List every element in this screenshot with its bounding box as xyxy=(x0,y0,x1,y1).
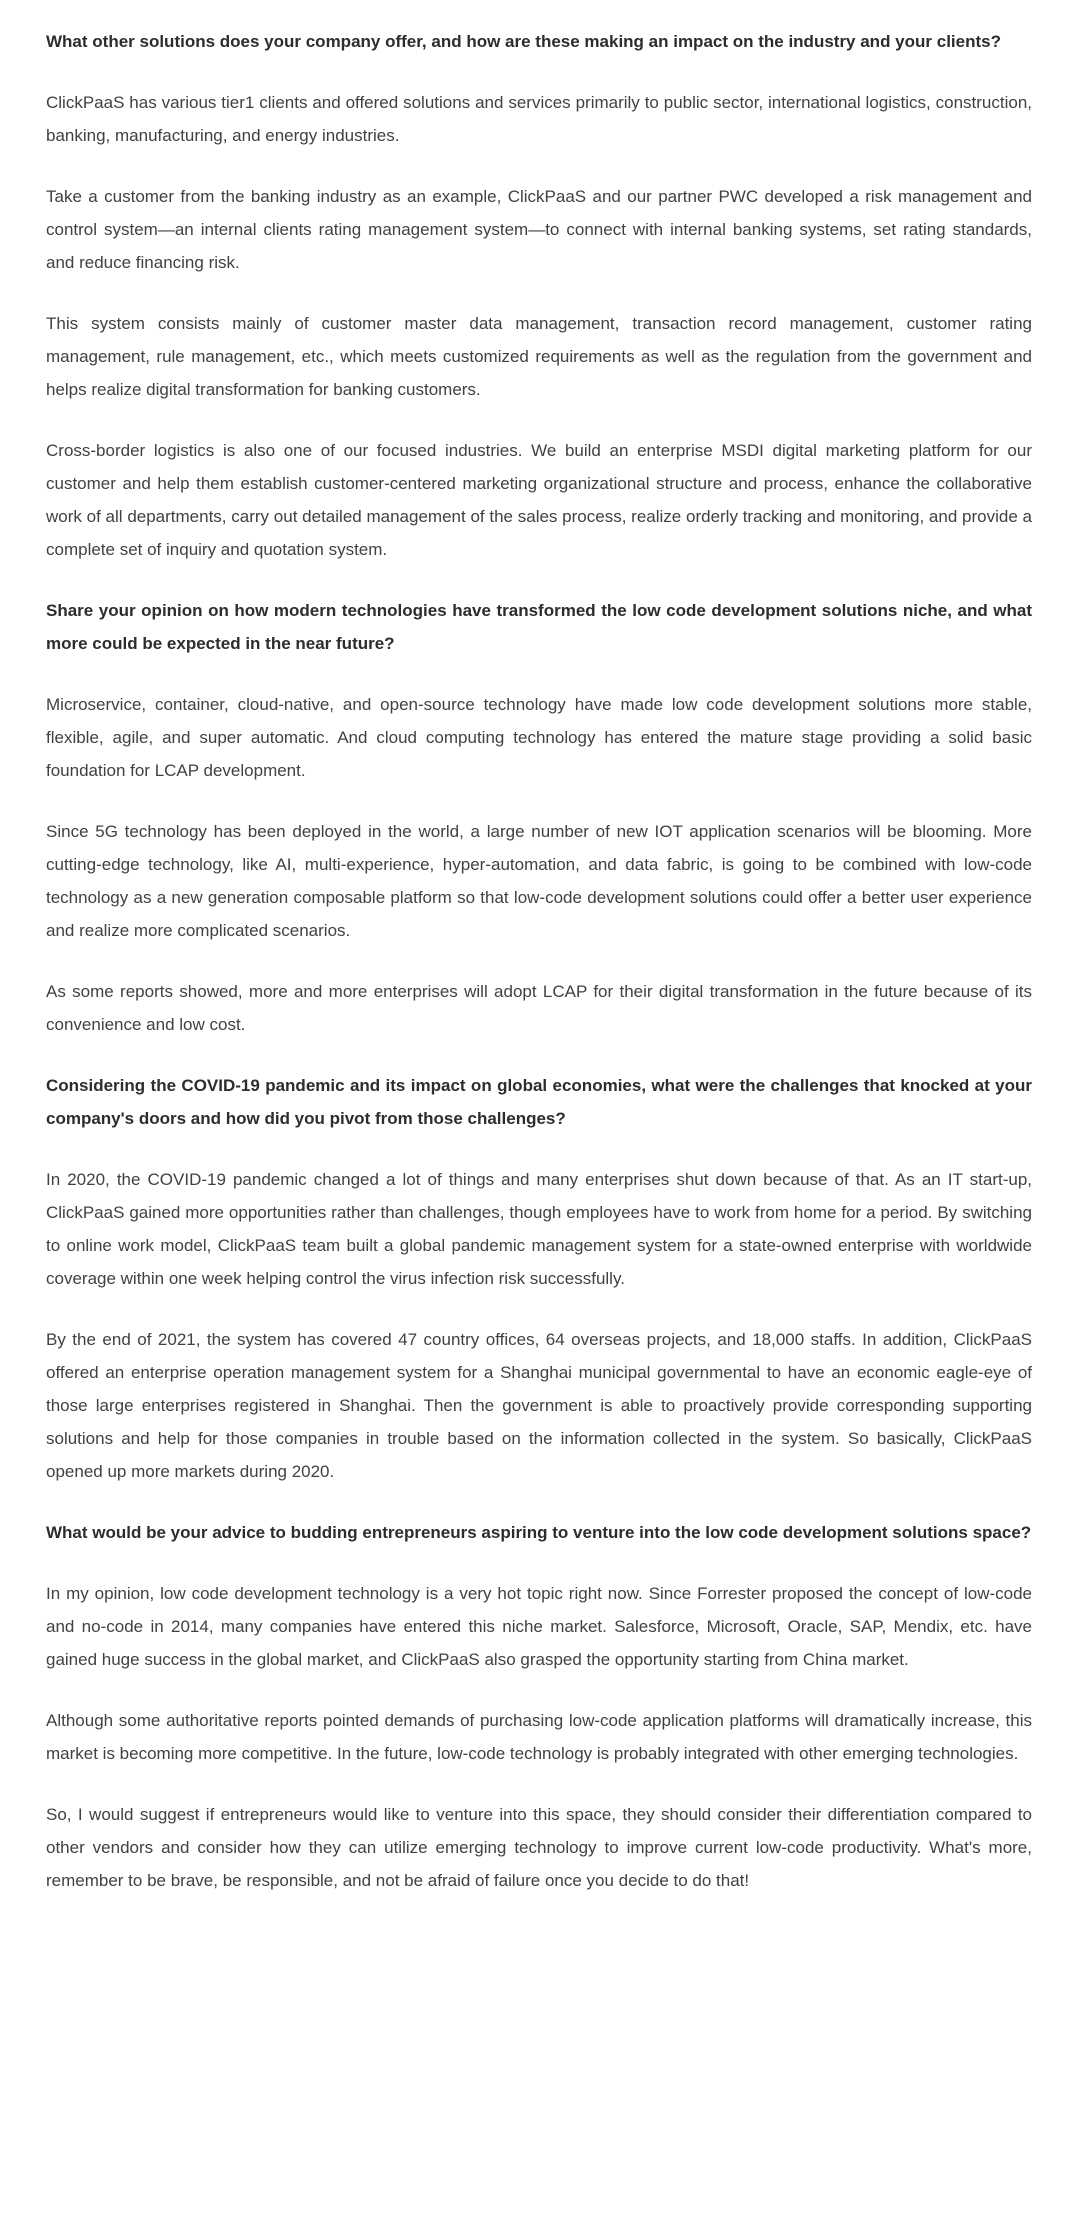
question-heading: Considering the COVID-19 pandemic and its impact on global economies, what were the challenges that knocked at your company's doors and how did you pivot from those challenges? xyxy=(46,1076,1032,1128)
question-heading: What other solutions does your company offer, and how are these making an impact on the industry and your clients? xyxy=(46,32,1001,51)
answer-paragraph: Take a customer from the banking industry as an example, ClickPaaS and our partner PWC developed a risk management and control system—an internal clients rating management system—to connect with internal banking systems, set rating standards, and reduce financing risk. xyxy=(46,187,1032,272)
answer-paragraph: Microservice, container, cloud-native, and open-source technology have made low code development solutions more stable, flexible, agile, and super automatic. And cloud computing technology has entered the mature stage providing a solid basic foundation for LCAP development. xyxy=(46,695,1032,780)
answer-paragraph: Cross-border logistics is also one of our focused industries. We build an enterprise MSDI digital marketing platform for our customer and help them establish customer-centered marketing organizational structure and process, enhance the collaborative work of all departments, carry out detailed management of the sales process, realize orderly tracking and monitoring, and provide a complete set of inquiry and quotation system. xyxy=(46,441,1032,559)
answer-paragraph: In my opinion, low code development technology is a very hot topic right now. Since Forrester proposed the concept of low-code and no-code in 2014, many companies have entered this niche market. Salesforce, Microsoft, Oracle, SAP, Mendix, etc. have gained huge success in the global market, and ClickPaaS also grasped the opportunity starting from China market. xyxy=(46,1584,1032,1669)
answer-paragraph: ClickPaaS has various tier1 clients and offered solutions and services primarily to public sector, international logistics, construction, banking, manufacturing, and energy industries. xyxy=(46,93,1032,145)
answer-paragraph: So, I would suggest if entrepreneurs would like to venture into this space, they should consider their differentiation compared to other vendors and consider how they can utilize emerging technology to improve current low-code productivity. What's more, remember to be brave, be responsible, and not be afraid of failure once you decide to do that! xyxy=(46,1805,1032,1890)
answer-paragraph: This system consists mainly of customer master data management, transaction record management, customer rating management, rule management, etc., which meets customized requirements as well as the regulation from the government and helps realize digital transformation for banking customers. xyxy=(46,314,1032,399)
answer-paragraph: Since 5G technology has been deployed in the world, a large number of new IOT application scenarios will be blooming. More cutting-edge technology, like AI, multi-experience, hyper-automation, and data fabric, is going to be combined with low-code technology as a new generation composable platform so that low-code development solutions could offer a better user experience and realize more complicated scenarios. xyxy=(46,822,1032,940)
article-body xyxy=(46,25,1032,1897)
answer-paragraph: By the end of 2021, the system has covered 47 country offices, 64 overseas projects, and 18,000 staffs. In addition, ClickPaaS offered an enterprise operation management system for a Shanghai municipal governmental to have an economic eagle-eye of those large enterprises registered in Shanghai. Then the government is able to proactively provide corresponding supporting solutions and help for those companies in trouble based on the information collected in the system. So basically, ClickPaaS opened up more markets during 2020. xyxy=(46,1330,1032,1481)
answer-paragraph: Although some authoritative reports pointed demands of purchasing low-code application platforms will dramatically increase, this market is becoming more competitive. In the future, low-code technology is probably integrated with other emerging technologies. xyxy=(46,1711,1032,1763)
question-heading: What would be your advice to budding entrepreneurs aspiring to venture into the low code development solutions space? xyxy=(46,1523,1032,1542)
answer-paragraph: In 2020, the COVID-19 pandemic changed a lot of things and many enterprises shut down because of that. As an IT start-up, ClickPaaS gained more opportunities rather than challenges, though employees have to work from home for a period. By switching to online work model, ClickPaaS team built a global pandemic management system for a state-owned enterprise with worldwide coverage within one week helping control the virus infection risk successfully. xyxy=(46,1170,1032,1288)
answer-paragraph: As some reports showed, more and more enterprises will adopt LCAP for their digital transformation in the future because of its convenience and low cost. xyxy=(46,982,1032,1034)
question-heading: Share your opinion on how modern technologies have transformed the low code development solutions niche, and what more could be expected in the near future? xyxy=(46,601,1032,653)
